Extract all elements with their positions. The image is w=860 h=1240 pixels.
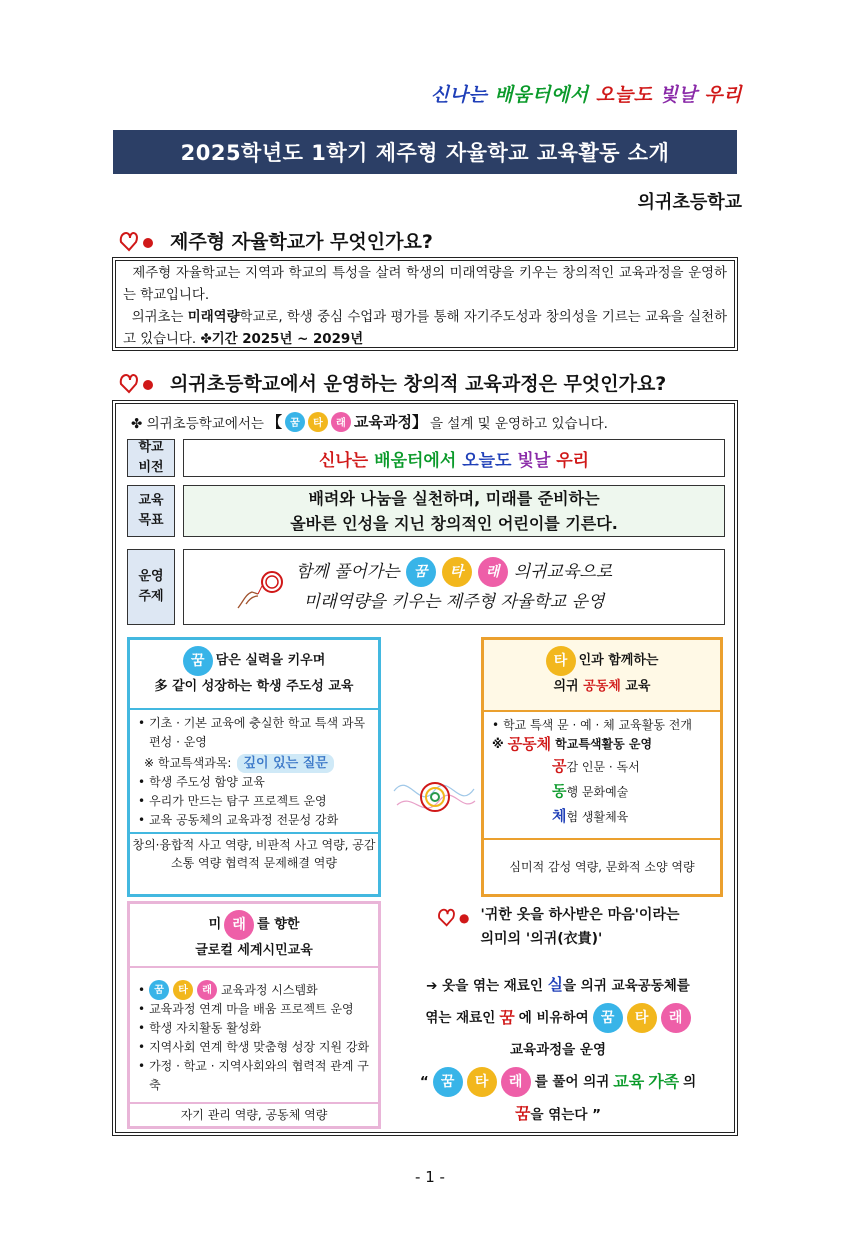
list-item: • 교육과정 연계 마을 배움 프로젝트 운영 <box>138 1002 354 1016</box>
intro-box: 제주형 자율학교는 지역과 학교의 특성을 살려 학생의 미래역량을 키우는 창의적인 교육과정을 운영하는 학교입니다. 의귀초는 미래역량학교로, 학생 중심 수업과 평가를 통해 자기주도성과 창의성을 기르는 교육을 실천하고 있습니다. ✤기간 2025년 ~ 2029년 <box>112 257 738 351</box>
badge-k: 꿈 <box>285 412 305 432</box>
list-item: • 가정 · 학교 · 지역사회와의 협력적 관계 구축 <box>138 1059 369 1092</box>
list-item: • 학생 주도성 함양 교육 <box>138 775 265 789</box>
list-item: • 학교 특색 문 · 예 · 체 교육활동 전개 <box>492 718 692 732</box>
badge-t: 타 <box>308 412 328 432</box>
list-item: • 지역사회 연계 학생 맞춤형 성장 지원 강화 <box>138 1040 370 1054</box>
section2-heading: 의귀초등학교에서 운영하는 창의적 교육과정은 무엇인가요? <box>118 369 666 396</box>
school-name: 의귀초등학교 <box>637 192 742 213</box>
section1-heading: 제주형 자율학교가 무엇인가요? <box>118 227 433 254</box>
quad-kkum: 꿈 담은 실력을 키우며 多 같이 성장하는 학생 주도성 교육 • 기초 · 기본 교육에 충실한 학교 특색 과목 편성 · 운영 ※ 학교특색과목: 깊이 있는 질문 • 학생 주도성 함양 교육 • 우리가 만드는 탐구 프로젝트 운영 • 교육 공동체의 교육과정 전문성 강화 창의·융합적 사고 역량, 비판적 사고 역량, 공감 소통 역량 협력적 문제해결 역량 <box>127 637 381 897</box>
quad-rae: 미 래 를 향한 글로컬 세계시민교육 • 꿈 타 래 교육과정 시스템화 • 교육과정 연계 마을 배움 프로젝트 운영 • 학생 자치활동 활성화 • 지역사회 연계 학생 맞춤형 성장 지원 강화 • 가정 · 학교 · 지역사회와의 협력적 관계 구축 자기 관리 역량, 공동체 역량 <box>127 901 381 1129</box>
vision-label: 학교 비전 <box>127 439 175 477</box>
heart-bullet-icon <box>118 370 156 396</box>
uigwi-meaning-note: '귀한 옷을 하사받은 마음'이라는 의미의 '의귀(衣貴)' ➔ 옷을 엮는 재료인 실을 의귀 교육공동체를 엮는 재료인 꿈 에 비유하여 꿈 타 래 교육과정을 운영 “ 꿈 타 래 를 풀어 의귀 교육 가족 의 꿈을 엮는다 ” <box>419 907 697 1123</box>
yarn-ball-icon <box>389 761 479 831</box>
list-item: • 우리가 만드는 탐구 프로젝트 운영 <box>138 794 327 808</box>
list-item: • 기초 · 기본 교육에 충실한 학교 특색 과목 편성 · 운영 <box>138 716 366 749</box>
goal-value: 배려와 나눔을 실천하며, 미래를 준비하는 올바른 인성을 지닌 창의적인 어린이를 기른다. <box>183 485 725 537</box>
heart-bullet-icon <box>118 228 156 254</box>
list-item: • 학생 자치활동 활성화 <box>138 1021 262 1035</box>
hand-yarn-icon <box>232 564 292 614</box>
page-title: 2025학년도 1학기 제주형 자율학교 교육활동 소개 <box>113 130 737 174</box>
theme-label: 운영 주제 <box>127 549 175 625</box>
top-slogan: 신나는 배움터에서 오늘도 빛날 우리 <box>430 84 742 106</box>
heart-bullet-icon <box>436 905 472 929</box>
curriculum-intro: ✤ 의귀초등학교에서는 【 꿈 타 래 교육과정】 을 설계 및 운영하고 있습니다. <box>131 413 608 432</box>
vision-value: 신나는 배움터에서 오늘도 빛날 우리 <box>183 439 725 477</box>
list-item: • 꿈 타 래 교육과정 시스템화 <box>138 980 370 1000</box>
goal-label: 교육 목표 <box>127 485 175 537</box>
page-number: - 1 - <box>415 1168 445 1186</box>
period-text: ✤기간 2025년 ~ 2029년 <box>200 332 364 347</box>
quad-ta: 타 인과 함께하는 의귀 공동체 교육 • 학교 특색 문 · 예 · 체 교육활동 전개 ※ 공동체 학교특색활동 운영 공감 인문 · 독서 동행 문화예술 체험 생활체육 심미적 감성 역량, 문화적 소양 역량 <box>481 637 723 897</box>
badge-r: 래 <box>331 412 351 432</box>
theme-value: 함께 풀어가는 꿈 타 래 의귀교육으로 미래역량을 키우는 제주형 자율학교 운영 <box>183 549 725 625</box>
list-item: • 교육 공동체의 교육과정 전문성 강화 <box>138 813 339 827</box>
curriculum-box <box>112 400 738 1136</box>
